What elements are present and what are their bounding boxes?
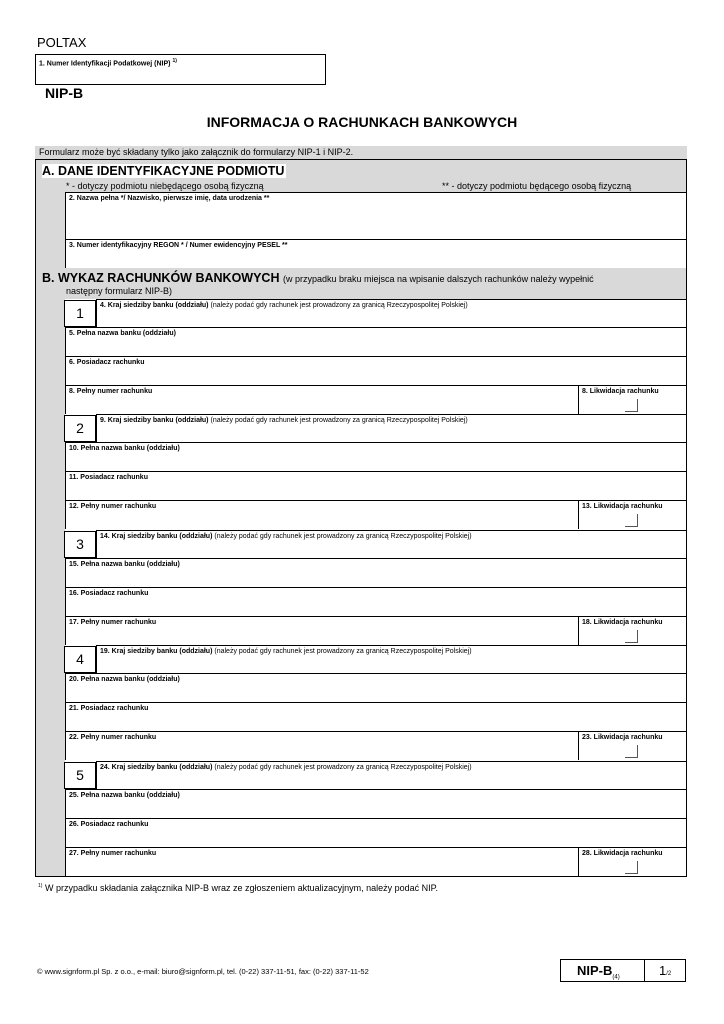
account-holder-field[interactable]	[65, 587, 686, 616]
regon-pesel-label: 3. Numer identyfikacyjny REGON * / Numer ewidencyjny PESEL **	[69, 242, 288, 249]
bank-name-label: 15. Pełna nazwa banku (oddziału)	[69, 561, 180, 568]
section-b-title-note: następny formularz NIP-B)	[66, 286, 173, 296]
bank-country-label: 14. Kraj siedziby banku (oddziału) (należy podać gdy rachunek jest prowadzony za granicą Rzeczypospolitej Polskiej)	[100, 533, 472, 540]
account-number-badge: 3	[64, 531, 96, 558]
bank-name-field[interactable]	[65, 442, 686, 471]
form-code: NIP-B	[45, 85, 84, 101]
account-liquidation-label: 8. Likwidacja rachunku	[582, 388, 659, 395]
account-number-badge: 2	[64, 415, 96, 442]
liquidation-checkbox[interactable]	[625, 514, 638, 527]
footer-form-code: NIP-$B_{(4)}$	[577, 963, 620, 981]
bank-name-label: 25. Pełna nazwa banku (oddziału)	[69, 792, 180, 799]
bank-name-field[interactable]	[65, 558, 686, 587]
bank-name-label: 5. Pełna nazwa banku (oddziału)	[69, 330, 176, 337]
account-liquidation-cell	[578, 616, 686, 645]
section-a-note-right: ** - dotyczy podmiotu będącego osobą fizyczną	[442, 181, 632, 191]
account-number-field[interactable]	[65, 731, 578, 760]
account-holder-label: 6. Posiadacz rachunku	[69, 359, 145, 366]
account-liquidation-label: 13. Likwidacja rachunku	[582, 503, 663, 510]
account-number-label: 27. Pełny numer rachunku	[69, 850, 157, 857]
bank-country-field[interactable]	[96, 761, 686, 789]
footer-code-box	[560, 959, 686, 982]
bank-name-label: 20. Pełna nazwa banku (oddziału)	[69, 676, 180, 683]
account-holder-label: 26. Posiadacz rachunku	[69, 821, 149, 828]
account-liquidation-label: 28. Likwidacja rachunku	[582, 850, 663, 857]
bank-country-field[interactable]	[96, 299, 686, 327]
liquidation-checkbox[interactable]	[625, 630, 638, 643]
nip-label: 1. Numer Identyfikacji Podatkowej (NIP) $^{1)}$	[39, 58, 177, 68]
account-holder-label: 21. Posiadacz rachunku	[69, 705, 149, 712]
page-number: 1/2	[659, 963, 672, 978]
account-liquidation-label: 23. Likwidacja rachunku	[582, 734, 663, 741]
account-holder-label: 11. Posiadacz rachunku	[69, 474, 148, 481]
bank-name-field[interactable]	[65, 673, 686, 702]
bank-country-label: 24. Kraj siedziby banku (oddziału) (należy podać gdy rachunek jest prowadzony za granicą Rzeczypospolitej Polskiej)	[100, 764, 472, 771]
account-holder-field[interactable]	[65, 818, 686, 847]
account-number-badge: 4	[64, 646, 96, 673]
account-number-label: 17. Pełny numer rachunku	[69, 619, 157, 626]
section-b-margin	[36, 299, 65, 876]
account-number-badge: 5	[64, 762, 96, 789]
section-a-margin	[36, 192, 65, 268]
account-holder-field[interactable]	[65, 471, 686, 500]
nip-field[interactable]	[35, 54, 326, 85]
account-liquidation-cell	[578, 385, 686, 414]
section-a-note-left: * - dotyczy podmiotu niebędącego osobą fizyczną	[66, 181, 264, 191]
form-title: INFORMACJA O RACHUNKACH BANKOWYCH	[206, 114, 518, 130]
liquidation-checkbox[interactable]	[625, 861, 638, 874]
account-holder-field[interactable]	[65, 702, 686, 731]
account-number-badge: 1	[64, 300, 96, 327]
bank-country-field[interactable]	[96, 414, 686, 442]
copyright: © www.signform.pl Sp. z o.o., e-mail: biuro@signform.pl, tel. (0-22) 337-11-51, fax: (0-22) 337-11-52	[37, 967, 369, 976]
form-note: Formularz może być składany tylko jako załącznik do formularzy NIP-1 i NIP-2.	[35, 146, 687, 160]
account-number-field[interactable]	[65, 847, 578, 876]
bank-country-label: 19. Kraj siedziby banku (oddziału) (należy podać gdy rachunek jest prowadzony za granicą Rzeczypospolitej Polskiej)	[100, 648, 472, 655]
full-name-field[interactable]	[65, 192, 686, 239]
bank-country-label: 4. Kraj siedziby banku (oddziału) (należy podać gdy rachunek jest prowadzony za granicą Rzeczypospolitej Polskiej)	[100, 302, 468, 309]
account-number-label: 8. Pełny numer rachunku	[69, 388, 153, 395]
section-b-title: B. WYKAZ RACHUNKÓW BANKOWYCH (w przypadku braku miejsca na wpisanie dalszych rachunków należy wypełnić	[42, 271, 594, 285]
full-name-label: 2. Nazwa pełna */ Nazwisko, pierwsze imię, data urodzenia **	[69, 195, 270, 202]
liquidation-checkbox[interactable]	[625, 745, 638, 758]
account-number-label: 22. Pełny numer rachunku	[69, 734, 157, 741]
account-number-label: 12. Pełny numer rachunku	[69, 503, 157, 510]
footer-divider	[644, 960, 645, 981]
account-number-field[interactable]	[65, 385, 578, 414]
poltax-label: POLTAX	[37, 35, 87, 50]
bank-country-label: 9. Kraj siedziby banku (oddziału) (należy podać gdy rachunek jest prowadzony za granicą Rzeczypospolitej Polskiej)	[100, 417, 468, 424]
footnote: $^{1)}$ W przypadku składania załącznika NIP-B wraz ze zgłoszeniem aktualizacyjnym, należy podać NIP.	[38, 883, 438, 893]
bank-name-field[interactable]	[65, 327, 686, 356]
bank-name-field[interactable]	[65, 789, 686, 818]
liquidation-checkbox[interactable]	[625, 399, 638, 412]
regon-pesel-field[interactable]	[65, 239, 686, 268]
account-liquidation-cell	[578, 847, 686, 876]
bank-country-field[interactable]	[96, 645, 686, 673]
account-liquidation-label: 18. Likwidacja rachunku	[582, 619, 663, 626]
bank-name-label: 10. Pełna nazwa banku (oddziału)	[69, 445, 180, 452]
account-number-field[interactable]	[65, 500, 578, 529]
account-holder-field[interactable]	[65, 356, 686, 385]
account-liquidation-cell	[578, 731, 686, 760]
section-a-title: A. DANE IDENTYFIKACYJNE PODMIOTU	[42, 164, 285, 178]
account-holder-label: 16. Posiadacz rachunku	[69, 590, 149, 597]
account-liquidation-cell	[578, 500, 686, 529]
account-number-field[interactable]	[65, 616, 578, 645]
bank-country-field[interactable]	[96, 530, 686, 558]
